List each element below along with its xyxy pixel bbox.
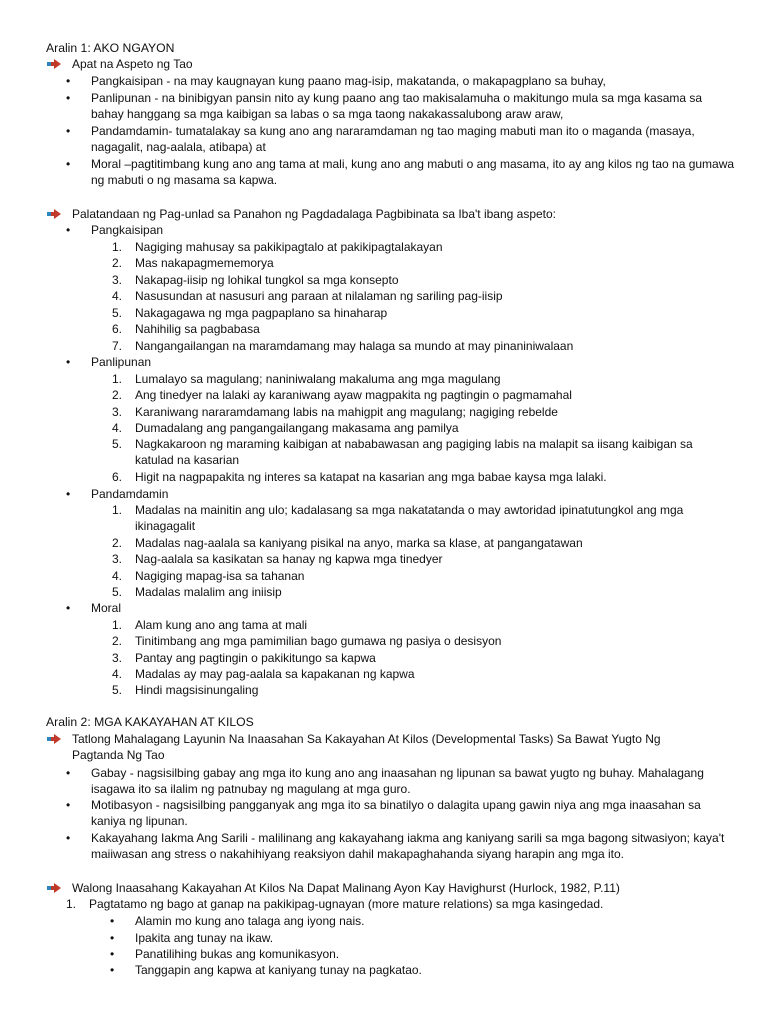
bullet-icon: •: [66, 766, 71, 780]
item-text: Tanggapin ang kapwa at kaniyang tunay na pagkatao.: [135, 963, 422, 977]
bullet-icon: •: [110, 914, 115, 928]
item-text: Nahihilig sa pagbabasa: [135, 322, 260, 336]
numbered-item: [112, 420, 732, 436]
numbered-item: [112, 436, 732, 469]
item-number: 7.: [112, 339, 123, 353]
item-text: Alamin mo kung ano talaga ang iyong nais.: [135, 914, 365, 928]
item-number: 5.: [112, 437, 123, 451]
item-number: 4.: [112, 569, 123, 583]
item-number: 3.: [112, 651, 123, 665]
numbered-item: [112, 371, 732, 387]
list-item: [66, 73, 738, 89]
numbered-item: [112, 469, 732, 485]
item-number: 2.: [112, 388, 123, 402]
item-number: 1.: [112, 372, 123, 386]
item-number: 1.: [66, 897, 77, 911]
sub-list-item: [110, 946, 730, 962]
item-number: 1.: [112, 618, 123, 632]
group-label: Pandamdamin: [91, 487, 169, 501]
list-item: [66, 123, 738, 156]
item-text: Madalas nag-aalala sa kaniyang pisikal na anyo, marka sa klase, at pangangatawan: [135, 536, 583, 550]
item-number: 3.: [112, 405, 123, 419]
numbered-item: [112, 617, 732, 633]
numbered-item: [112, 272, 732, 288]
term-desc: –pagtitimbang kung ano ang tama at mali, kung ano ang mabuti o ang masama, ito ay ang kilos ng tao na gumawa ng mabuti o ng masama sa kapwa.: [91, 157, 735, 188]
item-text: Higit na nagpapakita ng interes sa katapat na kasarian ang mga babae kaysa mga lalaki.: [135, 470, 607, 484]
item-text: Pantay ang pagtingin o pakikitungo sa kapwa: [135, 651, 376, 665]
arrow-bullet-icon: [46, 208, 62, 220]
term-desc: - malilinang ang kakayahang iakma ang kaniyang sarili sa mga bagong sitwasiyon; kaya't maiiwasan ang stress o nakahihiyang reaksiyon dahil makapaghahanda siyang harapin ang mga ito.: [91, 831, 725, 862]
item-text: Nangangailangan na maramdamang may halaga sa mundo at may pinaniniwalaan: [135, 339, 574, 353]
item-number: 1.: [112, 240, 123, 254]
term: Pandamdamin: [91, 124, 169, 138]
bullet-icon: •: [66, 91, 71, 105]
numbered-item: [112, 568, 732, 584]
numbered-item: [112, 633, 732, 649]
term: Pangkaisipan: [91, 74, 164, 88]
bullet-icon: •: [66, 798, 71, 812]
term-desc: - nagsisilbing gabay ang mga ito kung ano ang inaasahan ng lipunan sa bawat yugto ng buhay. Mahalagang isagawa ito sa ilalim ng patnubay ng magulang at mga guro.: [91, 766, 704, 797]
item-text: Nagkakaroon ng maraming kaibigan at nababawasan ang pagiging labis na malapit sa iisang kaibigan sa katulad na kasarian: [135, 437, 693, 468]
arrow-bullet-icon: [46, 58, 62, 70]
numbered-item: [112, 535, 732, 551]
list-item: [66, 797, 738, 830]
numbered-item: [112, 387, 732, 403]
bullet-icon: •: [66, 74, 71, 88]
numbered-item: [112, 682, 732, 698]
item-text: Hindi magsisinungaling: [135, 683, 259, 697]
numbered-item: [112, 321, 732, 337]
section-walong-inaasahan: [46, 880, 736, 896]
bullet-icon: •: [66, 601, 71, 615]
item-number: 2.: [112, 256, 123, 270]
term-desc: - nagsisilbing pangganyak ang mga ito sa binatilyo o dalagita upang gawin niya ang mga inaasahan sa kaniya ng lipunan.: [91, 798, 701, 829]
numbered-item: [112, 584, 732, 600]
sub-list-item: [110, 930, 730, 946]
bullet-icon: •: [110, 963, 115, 977]
item-text: Ang tinedyer na lalaki ay karaniwang ayaw magpakita ng pagtingin o pagmamahal: [135, 388, 572, 402]
group-heading: [66, 600, 738, 616]
item-text: Alam kung ano ang tama at mali: [135, 618, 308, 632]
bullet-icon: •: [66, 831, 71, 845]
item-text: Ipakita ang tunay na ikaw.: [135, 931, 274, 945]
item-number: 1.: [112, 503, 123, 517]
numbered-item: [112, 502, 732, 535]
item-text: Nakagagawa ng mga pagpaplano sa hinaharap: [135, 306, 388, 320]
term-desc: - tumatalakay sa kung ano ang nararamdaman ng tao maging mabuti man ito o maganda (masaya, nagagalit, nag-aalala, atibapa) at: [91, 124, 695, 155]
item-text: Madalas malalim ang iniisip: [135, 585, 282, 599]
item-number: 5.: [112, 306, 123, 320]
list-item: [66, 830, 738, 863]
item-number: 4.: [112, 289, 123, 303]
bullet-icon: •: [66, 124, 71, 138]
item-text: Tinitimbang ang mga pamimilian bago gumawa ng pasiya o desisyon: [135, 634, 502, 648]
bullet-icon: •: [66, 223, 71, 237]
aralin-1-title: Aralin 1: AKO NGAYON: [46, 41, 175, 55]
numbered-item: [112, 666, 732, 682]
item-text: Nag-aalala sa kasikatan sa hanay ng kapwa mga tinedyer: [135, 552, 443, 566]
item-number: 2.: [112, 634, 123, 648]
term: Gabay: [91, 766, 127, 780]
term: Kakayahang Iakma Ang Sarili: [91, 831, 248, 845]
item-number: 4.: [112, 421, 123, 435]
item-number: 6.: [112, 322, 123, 336]
item-text: Nakapag-iisip ng lohikal tungkol sa mga konsepto: [135, 273, 399, 287]
item-text: Dumadalang ang pangangailangang makasama ang pamilya: [135, 421, 459, 435]
item-text: Nagiging mapag-isa sa tahanan: [135, 569, 305, 583]
numbered-item: [112, 650, 732, 666]
bullet-icon: •: [66, 157, 71, 171]
group-label: Pangkaisipan: [91, 223, 164, 237]
list-item: [66, 765, 738, 798]
item-text: Nagiging mahusay sa pakikipagtalo at pakikipagtalakayan: [135, 240, 443, 254]
item-text: Mas nakapagmememorya: [135, 256, 274, 270]
item-text: Pagtatamo ng bago at ganap na pakikipag-ugnayan (more mature relations) sa mga kasingedad.: [89, 897, 604, 911]
section-tatlong-layunin: [46, 731, 736, 764]
numbered-item: [112, 239, 732, 255]
section-title: Apat na Aspeto ng Tao: [72, 57, 193, 71]
item-text: Lumalayo sa magulang; naniniwalang makaluma ang mga magulang: [135, 372, 501, 386]
item-text: Karaniwang nararamdamang labis na mahigpit ang magulang; nagiging rebelde: [135, 405, 558, 419]
numbered-item: [112, 338, 732, 354]
group-heading: [66, 222, 738, 238]
arrow-bullet-icon: [46, 882, 62, 894]
item-text: Madalas ay may pag-aalala sa kapakanan ng kapwa: [135, 667, 415, 681]
section-title: Palatandaan ng Pag-unlad sa Panahon ng Pagdadalaga Pagbibinata sa Iba't ibang aspeto:: [72, 207, 557, 221]
sub-list-item: [110, 962, 730, 978]
item-text: Nasusundan at nasusuri ang paraan at nilalaman ng sariling pag-iisip: [135, 289, 503, 303]
item-number: 5.: [112, 683, 123, 697]
item-number: 6.: [112, 470, 123, 484]
term-desc: - na may kaugnayan kung paano mag-isip, makatanda, o makapagplano sa buhay,: [163, 74, 606, 88]
term: Motibasyon: [91, 798, 153, 812]
aralin-2-title: Aralin 2: MGA KAKAYAHAN AT KILOS: [46, 715, 254, 729]
item-number: 5.: [112, 585, 123, 599]
group-label: Panlipunan: [91, 355, 152, 369]
item-text: Panatilihing bukas ang komunikasyon.: [135, 947, 340, 961]
group-heading: [66, 486, 738, 502]
section-apat-na-aspeto: [46, 56, 736, 72]
numbered-item: [112, 288, 732, 304]
item-number: 2.: [112, 536, 123, 550]
sub-list-item: [110, 913, 730, 929]
numbered-item: [66, 896, 686, 912]
arrow-bullet-icon: [46, 733, 62, 745]
group-heading: [66, 354, 738, 370]
group-label: Moral: [91, 601, 122, 615]
numbered-item: [112, 404, 732, 420]
bullet-icon: •: [110, 931, 115, 945]
item-number: 4.: [112, 667, 123, 681]
item-number: 3.: [112, 552, 123, 566]
section-title: Walong Inaasahang Kakayahan At Kilos Na Dapat Malinang Ayon Kay Havighurst (Hurlock, 1982, P.11): [72, 881, 620, 895]
term: Moral: [91, 157, 122, 171]
numbered-item: [112, 305, 732, 321]
term-desc: - na binibigyan pansin nito ay kung paano ang tao makisalamuha o makitungo mula sa mga kasama sa bahay hanggang sa mga kaibigan sa labas o sa mga taong nakakassalubong araw araw,: [91, 91, 703, 122]
item-number: 3.: [112, 273, 123, 287]
list-item: [66, 90, 738, 123]
section-title: Tatlong Mahalagang Layunin Na Inaasahan Sa Kakayahan At Kilos (Developmental Tasks) Sa Bawat Yugto Ng Pagtanda Ng Tao: [72, 732, 661, 763]
bullet-icon: •: [110, 947, 115, 961]
term: Panlipunan: [91, 91, 152, 105]
numbered-item: [112, 255, 732, 271]
item-text: Madalas na mainitin ang ulo; kadalasang sa mga nakatatanda o may awtoridad ipinatutungkol ang mga ikinagagalit: [135, 503, 684, 534]
list-item: [66, 156, 738, 189]
bullet-icon: •: [66, 355, 71, 369]
section-palatandaan: [46, 206, 736, 222]
numbered-item: [112, 551, 732, 567]
bullet-icon: •: [66, 487, 71, 501]
